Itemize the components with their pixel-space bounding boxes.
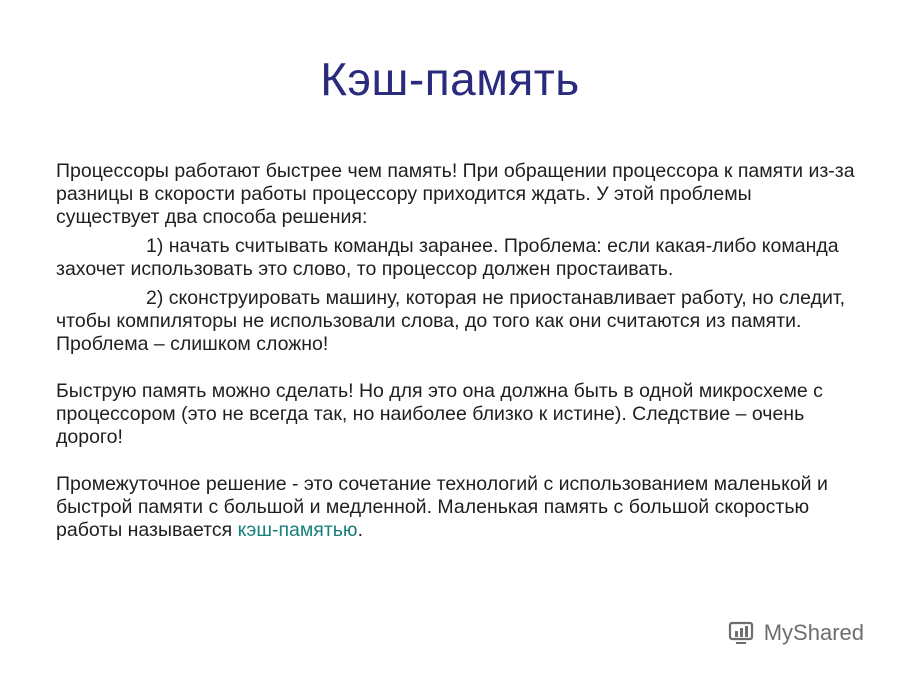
- slide-body: [56, 160, 856, 542]
- myshared-logo-icon: [728, 620, 758, 646]
- paragraph-fast-memory: Быструю память можно сделать! Но для это она должна быть в одной микросхеме с процессором (это не всегда так, но наиболее близко к истине). Следствие – очень дорого!: [56, 380, 823, 448]
- conclusion-text: Промежуточное решение - это сочетание технологий с использованием маленькой и быстрой памяти с большой и медленной. Маленькая память с большой скоростью работы называется: [56, 473, 828, 541]
- paragraph-conclusion: [56, 473, 856, 542]
- paragraph-option-2: 2) сконструировать машину, которая не приостанавливает работу, но следит, чтобы компиляторы не использовали слова, до того как они считаются из памяти. Проблема – слишком сложно!: [56, 287, 846, 355]
- slide-title: Кэш-память: [320, 53, 580, 105]
- watermark: [728, 620, 864, 646]
- cache-term: кэш-памятью: [237, 519, 358, 541]
- paragraph-option-1: 1) начать считывать команды заранее. Проблема: если какая-либо команда захочет использовать это слово, то процессор должен простаивать.: [56, 235, 839, 280]
- paragraph-intro: Процессоры работают быстрее чем память! При обращении процессора к памяти из-за разницы в скорости работы процессору приходится ждать. У этой проблемы существует два способа решения:: [56, 160, 855, 228]
- watermark-text: MyShared: [763, 620, 864, 645]
- conclusion-end: .: [357, 519, 363, 541]
